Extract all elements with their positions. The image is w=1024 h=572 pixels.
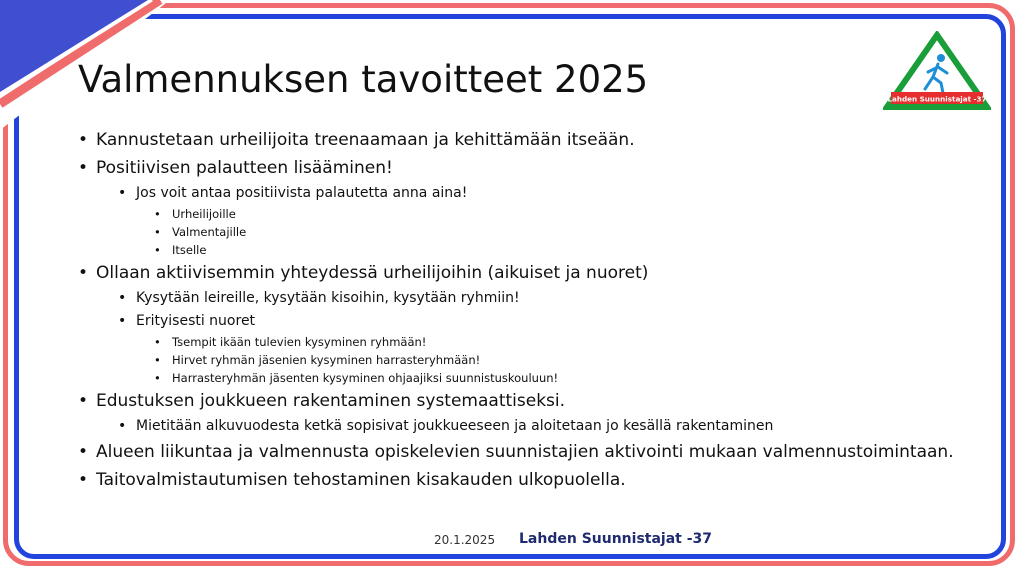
bullet-item-level-3	[78, 241, 993, 259]
bullet-text: Edustuksen joukkueen rakentaminen systemaattiseksi.	[96, 391, 566, 411]
bullet-text: Kysytään leireille, kysytään kisoihin, kysytään ryhmiin!	[136, 290, 520, 306]
bullet-item-level-2	[78, 415, 993, 438]
bullet-item-level-3	[78, 205, 993, 223]
bullet-item-level-3	[78, 333, 993, 351]
bullet-icon: •	[118, 313, 127, 329]
bullet-text: Urheilijoille	[172, 207, 236, 221]
bullet-icon: •	[154, 335, 161, 349]
bullet-item-level-1	[78, 154, 993, 182]
bullet-icon: •	[118, 185, 127, 201]
bullet-text: Taitovalmistautumisen tehostaminen kisakauden ulkopuolella.	[96, 470, 626, 490]
bullet-text: Itselle	[172, 243, 207, 257]
bullet-text: Harrasteryhmän jäsenten kysyminen ohjaajiksi suunnistuskouluun!	[172, 371, 559, 385]
bullet-icon: •	[78, 130, 89, 150]
bullet-item-level-1	[78, 126, 993, 154]
bullet-icon: •	[154, 243, 161, 257]
bullet-text: Valmentajille	[172, 225, 247, 239]
bullet-text: Alueen liikuntaa ja valmennusta opiskelevien suunnistajien aktivointi mukaan valmennustoimintaan.	[96, 442, 954, 462]
bullet-icon: •	[154, 371, 161, 385]
club-logo	[883, 31, 991, 111]
bullet-icon: •	[78, 470, 89, 490]
bullet-text: Tsempit ikään tulevien kysyminen ryhmään!	[172, 335, 427, 349]
bullet-text: Jos voit antaa positiivista palautetta anna aina!	[136, 185, 468, 201]
bullet-item-level-1	[78, 438, 993, 466]
footer-date: 20.1.2025	[434, 533, 496, 547]
bullet-icon: •	[118, 418, 127, 434]
bullet-icon: •	[78, 391, 89, 411]
bullet-item-level-2	[78, 310, 993, 333]
bullet-item-level-2	[78, 287, 993, 310]
bullet-icon: •	[118, 290, 127, 306]
bullet-list	[78, 126, 993, 494]
bullet-icon: •	[78, 442, 89, 462]
bullet-item-level-3	[78, 351, 993, 369]
bullet-icon: •	[78, 158, 89, 178]
bullet-icon: •	[154, 225, 161, 239]
bullet-item-level-2	[78, 182, 993, 205]
bullet-item-level-1	[78, 387, 993, 415]
slide-title: Valmennuksen tavoitteet 2025	[78, 58, 649, 101]
bullet-icon: •	[78, 263, 89, 283]
bullet-item-level-3	[78, 369, 993, 387]
bullet-item-level-1	[78, 259, 993, 287]
bullet-icon: •	[154, 207, 161, 221]
bullet-icon: •	[154, 353, 161, 367]
bullet-text: Erityisesti nuoret	[136, 313, 256, 329]
logo-text: Lahden Suunnistajat -37	[887, 94, 987, 104]
footer-organization: Lahden Suunnistajat -37	[519, 531, 713, 547]
bullet-text: Kannustetaan urheilijoita treenaamaan ja kehittämään itseään.	[96, 130, 635, 150]
bullet-text: Hirvet ryhmän jäsenien kysyminen harrasteryhmään!	[172, 353, 481, 367]
bullet-text: Ollaan aktiivisemmin yhteydessä urheilijoihin (aikuiset ja nuoret)	[96, 263, 649, 283]
bullet-text: Positiivisen palautteen lisääminen!	[96, 158, 393, 178]
bullet-item-level-1	[78, 466, 993, 494]
bullet-item-level-3	[78, 223, 993, 241]
bullet-text: Mietitään alkuvuodesta ketkä sopisivat joukkueeseen ja aloitetaan jo kesällä rakentaminen	[136, 418, 774, 434]
